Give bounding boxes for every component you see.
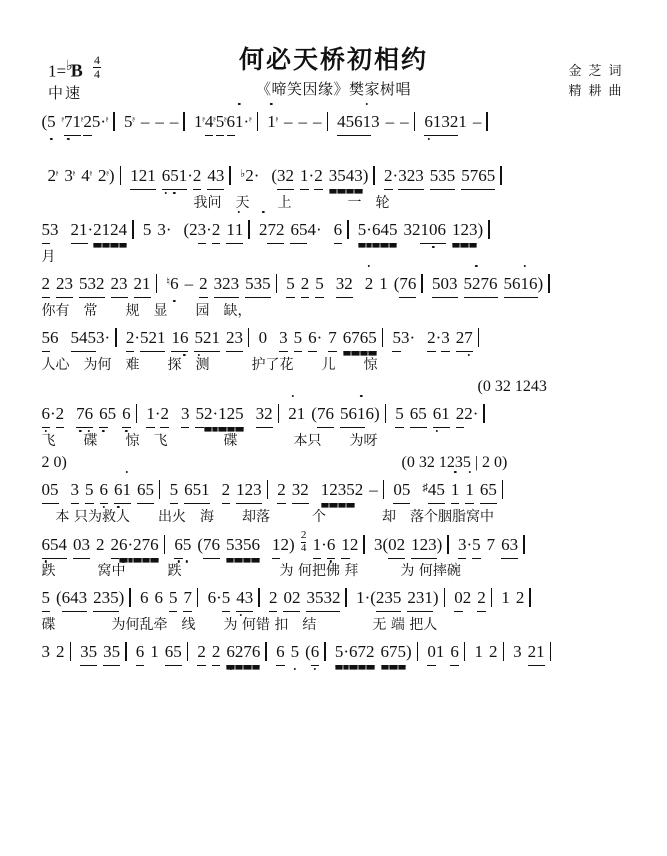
pickup-fragment: (0 32 1243 [477, 378, 547, 395]
lyrics-line-8: 跌 窝中 跌 为 何把佛 拜 为 何摔碗 [41, 563, 461, 579]
credits-block [565, 62, 625, 101]
stave-row [42, 162, 634, 214]
notation-line-6: 6·2 76 65 6 1·2 3 52·125 32 21 (76 5616) 5 65 61 22· [42, 400, 634, 430]
key-note: B [70, 60, 83, 81]
sheet-music-page [0, 46, 667, 856]
notation-line-4: 2 23 532 23 21 ♮6 – 2 323 535 5 2 5 32 2 1 (76 503 5276 5616) [42, 270, 634, 300]
time-signature-change: $\frac{2}{4}$ [300, 529, 307, 554]
stave-row [42, 530, 634, 582]
notation-line-2: $2^ᶳ$ $3^ᶳ$ $4^ᶳ$ $2^ᶳ$) 121 651·2 43 ♭2· (32 1·2 3543) 2·323 535 5765 [42, 162, 634, 192]
lyrics-line-9: 碟 为何乱牵 线 为 何错 扣 结 无 端 把人 [41, 617, 438, 633]
pickup-row-7 [42, 454, 634, 476]
notation-line-9: 5 (643 235) 6 6 5 7 6·5 43 2 02 3532 1·(235 231) 02 2 1 2 [42, 584, 634, 614]
lyricist-name-char2: 芝 [588, 64, 602, 79]
notation-line-8: 654 03 2 26·276 65 (76 5356 12) $\frac{2}{4} 1\cdot 6$ 12 3(02 123) 3·5 7 63 [42, 530, 634, 560]
pickup-fragment-left: 2 0) [41, 454, 67, 471]
lyrics-line-7: 本 只为救人 出火 海 却落 个 却 落个胭脂窝中 [55, 509, 494, 525]
score-header [0, 46, 667, 108]
lyrics-line-4: 你有 常 规 显 园 缺， [41, 303, 252, 319]
lyricist-role: 词 [608, 64, 622, 79]
composer-name-char1: 精 [568, 83, 582, 99]
time-signature-denominator: 4 [93, 66, 100, 81]
lyrics-line-1 [42, 138, 634, 160]
lyrics-line-6: 飞 碟 惊 飞 碟 本只 为呀 [41, 433, 378, 449]
notation-line-7: 05 3 5 6 61 65 5 651 2 123 2 32 12352 – 05 ♯45 1 1 65 [42, 476, 634, 506]
lyrics-line-2: 我问 天 上 一 轮 [193, 195, 390, 211]
page-title: 何必天桥初相约 [238, 45, 428, 74]
lyricist-name-char1: 金 [568, 64, 582, 79]
composer-name-char2: 耕 [588, 83, 602, 99]
lyrics-line-5: 人心 为何 难 探 测 护了花 儿 惊 [41, 357, 378, 373]
composer-credit [565, 82, 625, 102]
notation-line-3: 53 21·2124 5 3· (23·2 11 272 654· 6 5·645 32106 123) [42, 216, 634, 246]
lyrics-line-10 [42, 668, 634, 678]
time-signature-numerator: 4 [93, 53, 100, 67]
stave-row [42, 108, 634, 160]
flat-symbol: ♭ [66, 58, 73, 74]
music-body [34, 108, 634, 678]
stave-row [42, 638, 634, 678]
pickup-row-6 [42, 378, 634, 400]
notation-line-1: (5 $^ᶳ71^ᶳ25\cdot^ᶳ$ $5^ᶳ$ – – – $1^ᶳ4^ᶳ5^ᶳ61\cdot^ᶳ$ $1^ᶳ$ – – – 45613 – – 61321 – [42, 108, 634, 138]
key-label: 1= [48, 61, 67, 81]
lyrics-line-3: 月 [41, 249, 56, 265]
notation-line-10: 3 2 35 35 6 1 65 2 2 6276 6 5 (6 5·672 675) 01 6 1 2 3 21 [42, 638, 634, 668]
lyricist-credit [565, 62, 625, 82]
pickup-fragment-right: (0 32 1235 | 2 0) [401, 454, 508, 471]
stave-row [42, 324, 634, 376]
page-subtitle: 《啼笑因缘》樊家树唱 [255, 79, 411, 98]
composer-role: 曲 [608, 83, 622, 99]
stave-row [42, 378, 634, 452]
stave-row [42, 216, 634, 268]
tempo-marking: 中速 [48, 84, 83, 102]
notation-line-5: 56 5453· 2·521 16 521 23 0 3 5 6· 7 6765 53· 2·3 27 [42, 324, 634, 354]
stave-row [42, 584, 634, 636]
stave-row [42, 270, 634, 322]
stave-row [42, 454, 634, 528]
